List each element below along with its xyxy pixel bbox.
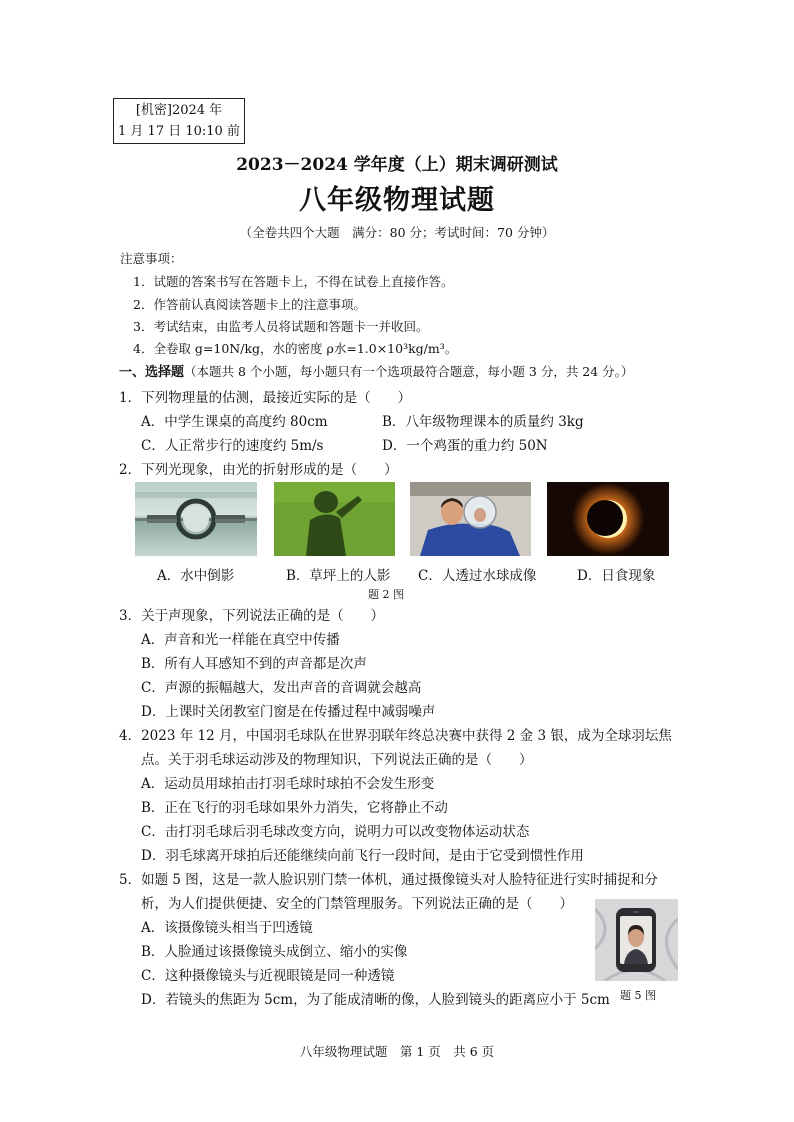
exam-subtitle: 2023－2024 学年度（上）期末调研测试 (236, 155, 558, 175)
water-ball-image (410, 482, 531, 556)
exam-title: 八年级物理试题 (299, 185, 495, 216)
question-3-option-c: C．声源的振幅越大，发出声音的音调就会越高 (141, 680, 422, 696)
section-title: 一、选择题 (119, 365, 185, 380)
question-1-stem: 1．下列物理量的估测，最接近实际的是（ ） (119, 390, 412, 406)
confidential-stamp (113, 98, 245, 144)
question-5-option-c: C．这种摄像镜头与近视眼镜是同一种透镜 (141, 968, 395, 984)
question-4-stem-line-1: 4．2023 年 12 月，中国羽毛球队在世界羽联年终总决赛中获得 2 金 3 银，成为全球羽坛焦 (119, 728, 672, 744)
question-4-stem-line-2: 点。关于羽毛球运动涉及的物理知识，下列说法正确的是（ ） (141, 752, 533, 768)
question-5-option-a: A．该摄像镜头相当于凹透镜 (141, 920, 313, 936)
note-item: 2．作答前认真阅读答题卡上的注意事项。 (133, 297, 366, 312)
question-4-option-d: D．羽毛球离开球拍后还能继续向前飞行一段时间，是由于它受到惯性作用 (141, 848, 584, 864)
question-2-option-d: D．日食现象 (577, 568, 656, 584)
page-footer: 八年级物理试题 第 1 页 共 6 页 (299, 1044, 495, 1059)
photo-water-reflection (135, 482, 257, 556)
question-3-stem: 3．关于声现象，下列说法正确的是（ ） (119, 608, 385, 624)
question-5-option-d: D．若镜头的焦距为 5cm，为了能成清晰的像，人脸到镜头的距离应小于 5cm (141, 992, 610, 1008)
note-item: 4．全卷取 g=10N/kg，水的密度 ρ水=1.0×10³kg/m³。 (133, 341, 458, 356)
figure-5-label: 题 5 图 (620, 989, 656, 1002)
question-1-option-b: B．八年级物理课本的质量约 3kg (382, 414, 584, 430)
question-4-option-a: A．运动员用球拍击打羽毛球时球拍不会发生形变 (141, 776, 435, 792)
bridge-reflection-image (135, 482, 257, 556)
question-5-stem-line-2: 析，为人们提供便捷、安全的门禁管理服务。下列说法正确的是（ ） (141, 896, 573, 912)
stamp-line-1: [机密]2024 年 (135, 103, 223, 118)
figure-2-label: 题 2 图 (368, 588, 404, 601)
grass-shadow-image (274, 482, 395, 556)
section-heading (119, 361, 633, 380)
question-1-option-c: C．人正常步行的速度约 5m/s (141, 438, 324, 454)
question-2-option-a: A．水中倒影 (157, 568, 235, 584)
note-item: 3．考试结束，由监考人员将试题和答题卡一并收回。 (133, 319, 429, 334)
eclipse-image (547, 482, 669, 556)
note-item: 1．试题的答案书写在答题卡上，不得在试卷上直接作答。 (133, 274, 454, 289)
photo-solar-eclipse (547, 482, 669, 556)
question-1-option-a: A．中学生课桌的高度约 80cm (141, 414, 328, 430)
question-2-option-b: B．草坪上的人影 (286, 568, 391, 584)
section-description: （本题共 8 个小题，每小题只有一个选项最符合题意，每小题 3 分，共 24 分。） (184, 364, 634, 379)
question-4-option-c: C．击打羽毛球后羽毛球改变方向，说明力可以改变物体运动状态 (141, 824, 530, 840)
question-5-stem-line-1: 5．如题 5 图，这是一款人脸识别门禁一体机，通过摄像镜头对人脸特征进行实时捕捉和分 (119, 872, 658, 888)
question-1-option-d: D．一个鸡蛋的重力约 50N (382, 438, 548, 454)
question-2-stem: 2．下列光现象，由光的折射形成的是（ ） (119, 462, 398, 478)
face-recognition-device-image (595, 899, 678, 981)
question-2-option-c: C．人透过水球成像 (418, 568, 537, 584)
question-3-option-b: B．所有人耳感知不到的声音都是次声 (141, 656, 367, 672)
stamp-line-2: 1 月 17 日 10:10 前 (118, 124, 240, 139)
exam-info: （全卷共四个大题 满分：80 分；考试时间：70 分钟） (239, 225, 555, 240)
photo-water-ball-image (410, 482, 531, 556)
question-4-option-b: B．正在飞行的羽毛球如果外力消失，它将静止不动 (141, 800, 448, 816)
question-3-option-a: A．声音和光一样能在真空中传播 (141, 632, 340, 648)
photo-face-recognition-device (595, 899, 678, 981)
question-3-option-d: D．上课时关闭教室门窗是在传播过程中减弱噪声 (141, 704, 436, 720)
question-5-option-b: B．人脸通过该摄像镜头成倒立、缩小的实像 (141, 944, 408, 960)
photo-shadow-on-grass (274, 482, 395, 556)
notes-heading: 注意事项： (120, 251, 183, 266)
